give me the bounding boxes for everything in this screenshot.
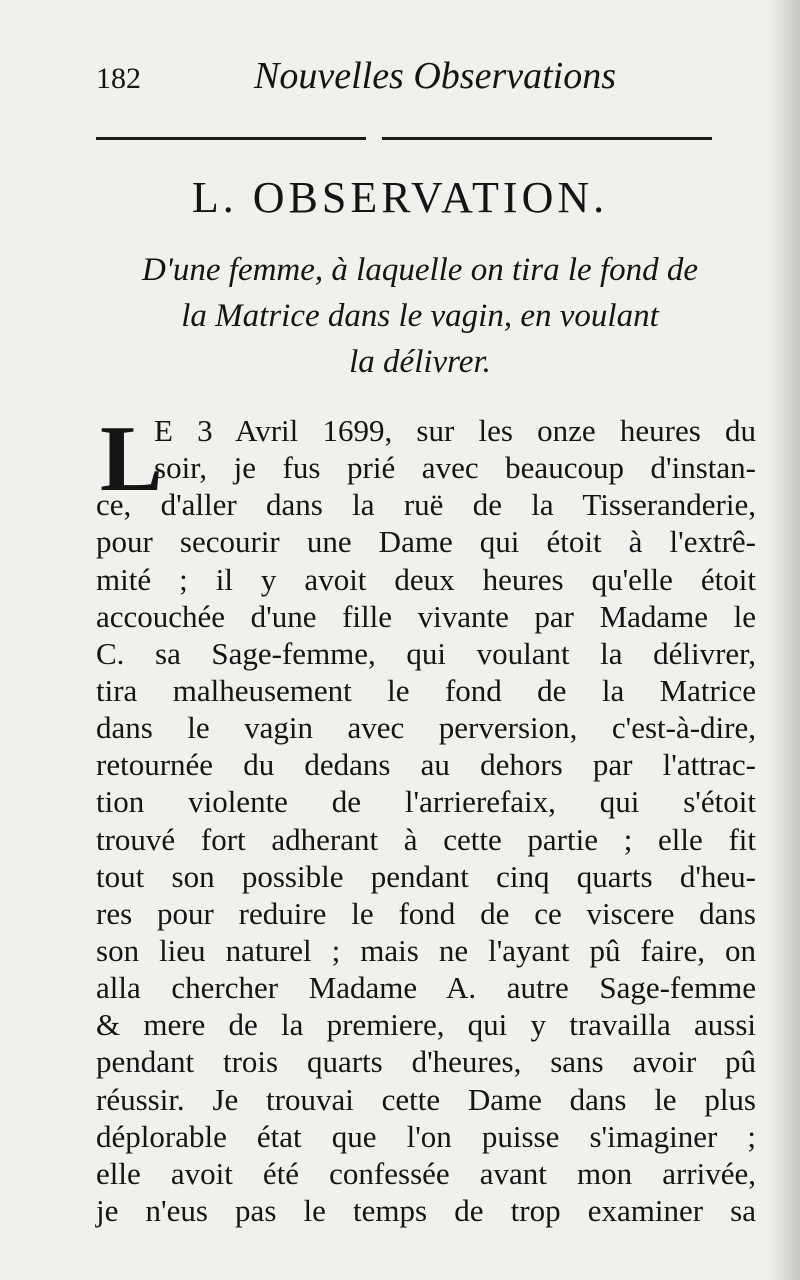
body-line: dans le vagin avec perversion, c'est-à-dire, bbox=[96, 710, 756, 746]
body-line: retournée du dedans au dehors par l'attrac- bbox=[96, 747, 756, 783]
header-rule-left bbox=[96, 137, 366, 140]
body-line: res pour reduire le fond de ce viscere dans bbox=[96, 895, 756, 931]
body-line: soir, je fus prié avec beaucoup d'instan- bbox=[154, 450, 756, 486]
observation-heading: L. OBSERVATION. bbox=[191, 173, 609, 222]
body-line: tion violente de l'arrierefaix, qui s'étoit bbox=[96, 784, 756, 820]
body-line: son lieu naturel ; mais ne l'ayant pû faire, on bbox=[96, 932, 756, 968]
body-line: & mere de la premiere, qui y travailla aussi bbox=[96, 1007, 756, 1043]
body-line: tira malheusement le fond de la Matrice bbox=[96, 672, 756, 708]
body-line: je n'eus pas le temps de trop examiner sa bbox=[96, 1192, 756, 1228]
body-line: réussir. Je trouvai cette Dame dans le plus bbox=[96, 1081, 756, 1117]
body-line: alla chercher Madame A. autre Sage-femme bbox=[96, 970, 756, 1006]
body-line: accouchée d'une fille vivante par Madame le bbox=[96, 598, 756, 634]
body-line: pour secourir une Dame qui étoit à l'extrê- bbox=[96, 524, 756, 560]
page-number: 182 bbox=[96, 62, 141, 95]
subtitle-line: la délivrer. bbox=[349, 344, 491, 380]
body-line: ce, d'aller dans la ruë de la Tisseranderie, bbox=[96, 487, 756, 523]
body-line: pendant trois quarts d'heures, sans avoir pû bbox=[96, 1044, 756, 1080]
body-line: tout son possible pendant cinq quarts d'heu- bbox=[96, 858, 756, 894]
running-title: Nouvelles Observations bbox=[254, 55, 617, 97]
body-line: mité ; il y avoit deux heures qu'elle étoit bbox=[96, 561, 756, 597]
subtitle-line: D'une femme, à laquelle on tira le fond de bbox=[141, 252, 699, 288]
body-line: trouvé fort adherant à cette partie ; elle fit bbox=[96, 821, 756, 857]
drop-cap: L bbox=[100, 407, 163, 511]
body-line: C. sa Sage-femme, qui voulant la délivrer, bbox=[96, 635, 756, 671]
running-head bbox=[96, 50, 736, 100]
header-rule-right bbox=[382, 137, 712, 140]
body-text bbox=[96, 407, 756, 1229]
body-line: déplorable état que l'on puisse s'imaginer ; bbox=[96, 1118, 756, 1154]
body-line: elle avoit été confessée avant mon arrivée, bbox=[96, 1155, 756, 1191]
body-line: E 3 Avril 1699, sur les onze heures du bbox=[154, 413, 756, 448]
subtitle-line: la Matrice dans le vagin, en voulant bbox=[181, 298, 659, 334]
